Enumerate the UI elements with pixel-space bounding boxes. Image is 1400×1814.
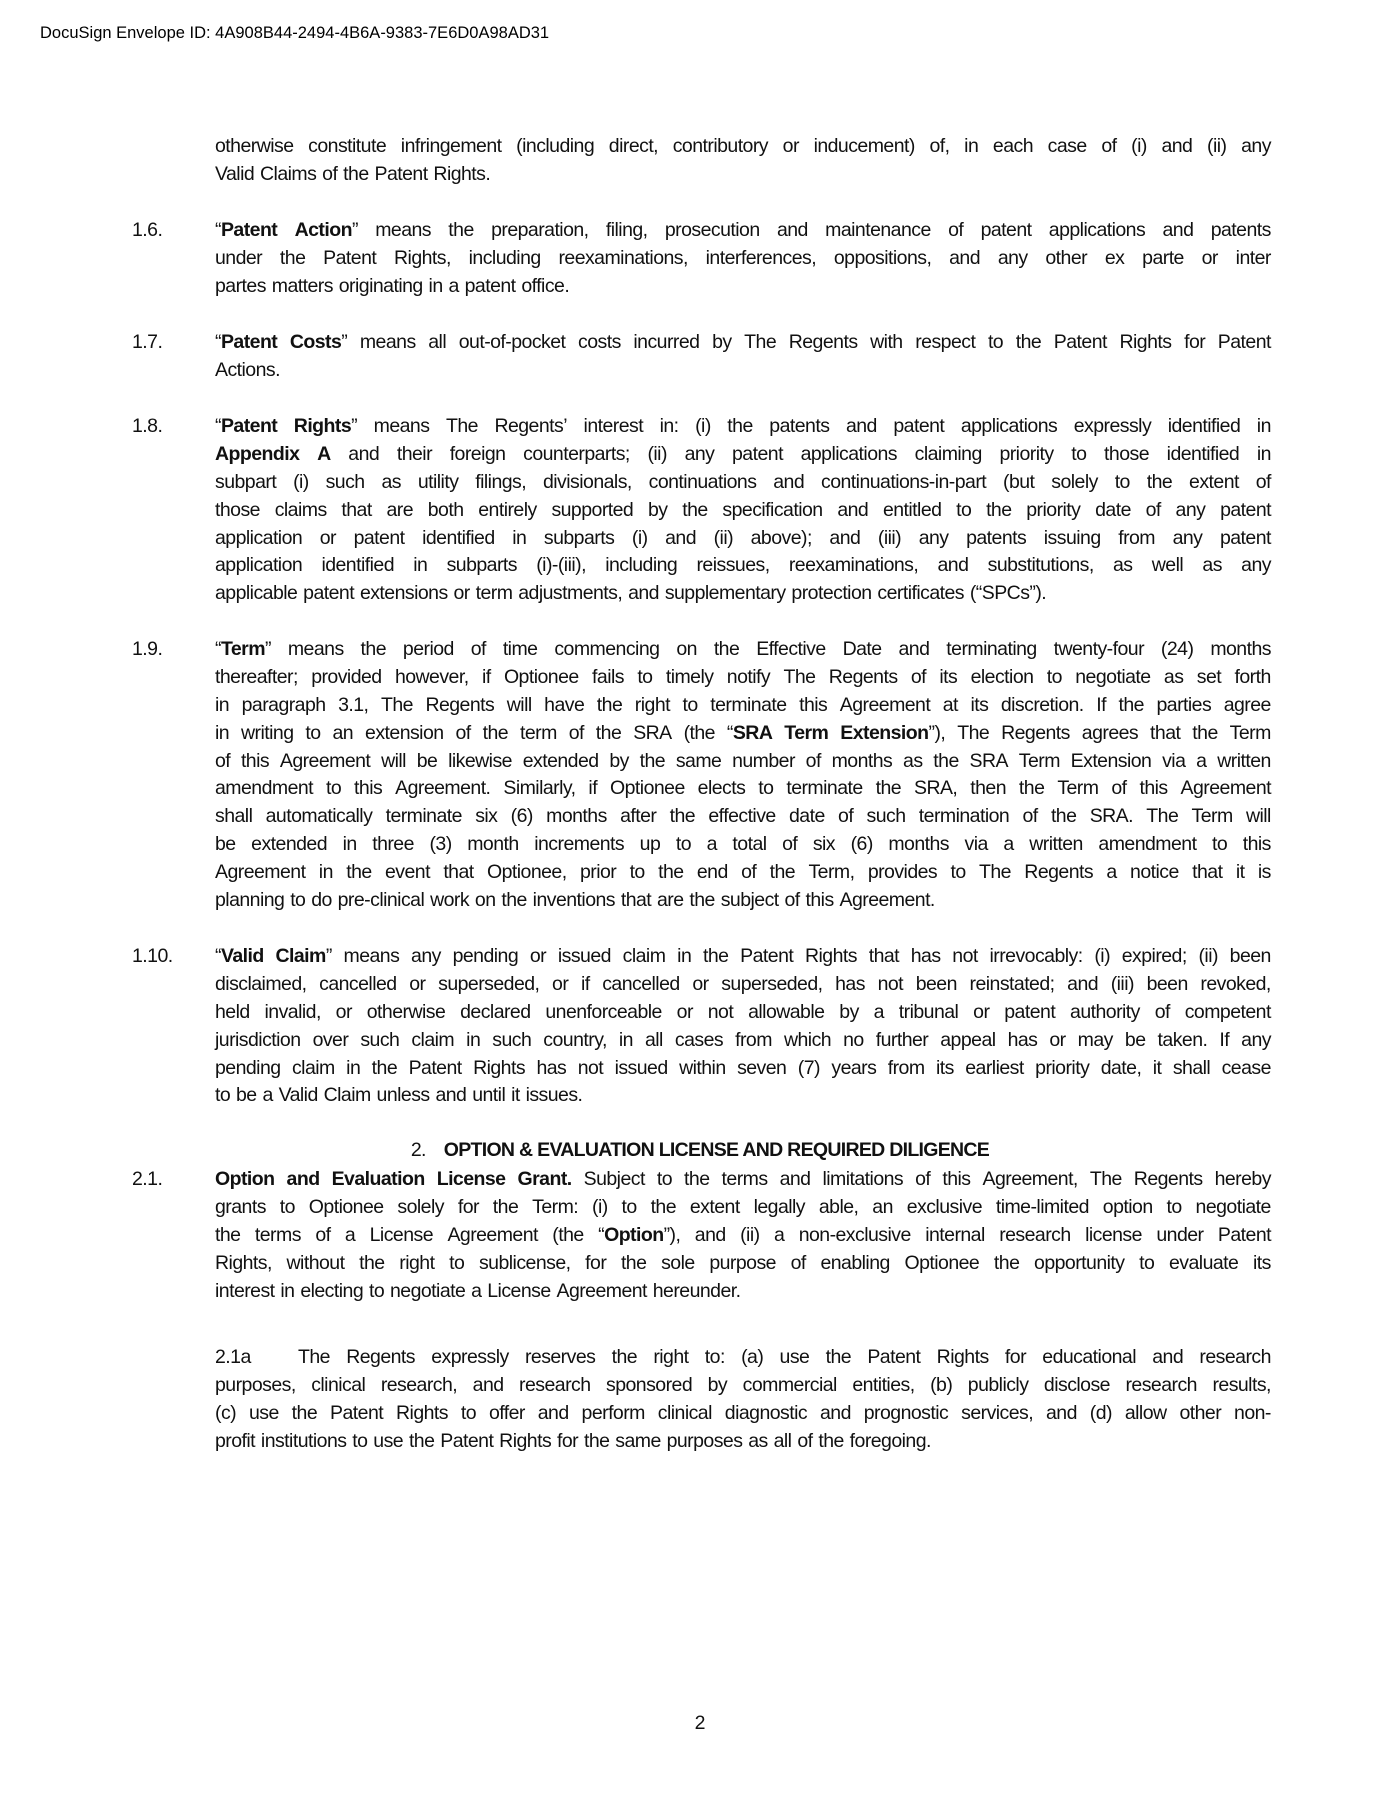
text-line: shall automatically terminate six (6) months after the effective date of such termination of the SRA. The Term will <box>215 805 1271 828</box>
text-line: partes matters originating in a patent office. <box>215 274 570 297</box>
text-line: to be a Valid Claim unless and until it issues. <box>215 1084 583 1107</box>
text-line: “Valid Claim” means any pending or issued claim in the Patent Rights that has not irrevocably: (i) expired; (ii) been <box>215 945 1271 967</box>
text-line: pending claim in the Patent Rights has not issued within seven (7) years from its earliest priority date, it shall cease <box>215 1056 1271 1079</box>
text-line: (c) use the Patent Rights to offer and perform clinical diagnostic and prognostic services, and (d) allow other non- <box>215 1401 1271 1424</box>
definition-valid-claim <box>132 943 1272 1110</box>
text-line: application or patent identified in subparts (i) and (ii) above); and (iii) any patents issuing from any patent <box>215 526 1271 549</box>
text-line: held invalid, or otherwise declared unenforceable or not allowable by a tribunal or patent authority of competent <box>215 1000 1271 1023</box>
text-line: purposes, clinical research, and research sponsored by commercial entities, (b) publicly disclose research results, <box>215 1373 1271 1396</box>
text-line: jurisdiction over such claim in such country, in all cases from which no further appeal has or may be taken. If any <box>215 1028 1271 1051</box>
text-line: in paragraph 3.1, The Regents will have the right to terminate this Agreement at its discretion. If the parties agree <box>215 693 1271 716</box>
text-line: grants to Optionee solely for the Term: (i) to the extent legally able, an exclusive time-limited option to negotiate <box>215 1195 1271 1218</box>
text-line: applicable patent extensions or term adjustments, and supplementary protection certificates (“SPCs”). <box>215 582 1047 605</box>
text-line: otherwise constitute infringement (including direct, contributory or inducement) of, in each case of (i) and (ii) any <box>215 135 1271 157</box>
clause-number: 2.1. <box>132 1168 163 1190</box>
definition-patent-action <box>132 217 1272 301</box>
clause-option-grant <box>132 1166 1272 1305</box>
envelope-id-header: DocuSign Envelope ID: 4A908B44-2494-4B6A-9383-7E6D0A98AD31 <box>40 24 550 42</box>
text-line: the terms of a License Agreement (the “Option”), and (ii) a non-exclusive internal research license under Patent <box>215 1223 1271 1246</box>
definition-patent-costs <box>132 329 1272 385</box>
clause-reserved-rights <box>215 1344 1271 1456</box>
text-line: application identified in subparts (i)-(iii), including reissues, reexaminations, and substitutions, as well as any <box>215 554 1271 577</box>
text-line: Valid Claims of the Patent Rights. <box>215 162 491 185</box>
text-line: Appendix A and their foreign counterparts; (ii) any patent applications claiming priority to those identified in <box>215 442 1271 465</box>
text-line: be extended in three (3) month increments up to a total of six (6) months via a written amendment to this <box>215 833 1271 856</box>
text-line: interest in electing to negotiate a License Agreement hereunder. <box>215 1279 741 1302</box>
text-line: of this Agreement will be likewise extended by the same number of months as the SRA Term Extension via a written <box>215 749 1271 772</box>
text-line: disclaimed, cancelled or superseded, or if cancelled or superseded, has not been reinstated; and (iii) been revoked, <box>215 972 1271 995</box>
continuation-paragraph <box>132 133 1272 189</box>
section-title: OPTION & EVALUATION LICENSE AND REQUIRED DILIGENCE <box>443 1139 990 1161</box>
text-line: in writing to an extension of the term of the SRA (the “SRA Term Extension”), The Regents agrees that the Term <box>215 721 1271 744</box>
text-line: Option and Evaluation License Grant. Subject to the terms and limitations of this Agreement, The Regents hereby <box>215 1168 1271 1190</box>
text-line: Rights, without the right to sublicense, for the sole purpose of enabling Optionee the opportunity to evaluate its <box>215 1251 1271 1274</box>
text-line: “Patent Costs” means all out-of-pocket costs incurred by The Regents with respect to the Patent Rights for Patent <box>215 331 1271 353</box>
page-number: 2 <box>694 1712 706 1734</box>
definition-term <box>132 636 1272 915</box>
clause-number: 1.9. <box>132 638 163 660</box>
section-number: 2. <box>410 1139 426 1161</box>
text-line: “Patent Action” means the preparation, filing, prosecution and maintenance of patent applications and patents <box>215 219 1271 241</box>
text-line: planning to do pre-clinical work on the inventions that are the subject of this Agreement. <box>215 889 935 912</box>
text-line: subpart (i) such as utility filings, divisionals, continuations and continuations-in-part (but solely to the extent of <box>215 470 1271 493</box>
text-line-content: The Regents expressly reserves the right to: (a) use the Patent Rights for educational and research <box>298 1346 1271 1368</box>
text-line <box>215 1344 1271 1372</box>
text-line: those claims that are both entirely supported by the specification and entitled to the priority date of any patent <box>215 498 1271 521</box>
text-line: Actions. <box>215 358 280 381</box>
clause-number: 1.10. <box>132 945 173 967</box>
text-line: profit institutions to use the Patent Rights for the same purposes as all of the foregoing. <box>215 1429 931 1452</box>
clause-number: 2.1a <box>215 1346 251 1368</box>
clause-number: 1.7. <box>132 331 163 353</box>
text-line: under the Patent Rights, including reexaminations, interferences, oppositions, and any other ex parte or inter <box>215 246 1271 269</box>
definition-patent-rights <box>132 413 1272 608</box>
text-line: “Patent Rights” means The Regents’ interest in: (i) the patents and patent applications expressly identified in <box>215 415 1271 437</box>
text-line: amendment to this Agreement. Similarly, if Optionee elects to terminate the SRA, then the Term of this Agreement <box>215 777 1271 800</box>
clause-number: 1.6. <box>132 219 163 241</box>
clause-number: 1.8. <box>132 415 163 437</box>
text-line: thereafter; provided however, if Optionee fails to timely notify The Regents of its election to negotiate as set forth <box>215 665 1271 688</box>
section-heading <box>0 1139 1400 1162</box>
text-line: “Term” means the period of time commencing on the Effective Date and terminating twenty-four (24) months <box>215 638 1271 660</box>
text-line: Agreement in the event that Optionee, prior to the end of the Term, provides to The Regents a notice that it is <box>215 861 1271 884</box>
